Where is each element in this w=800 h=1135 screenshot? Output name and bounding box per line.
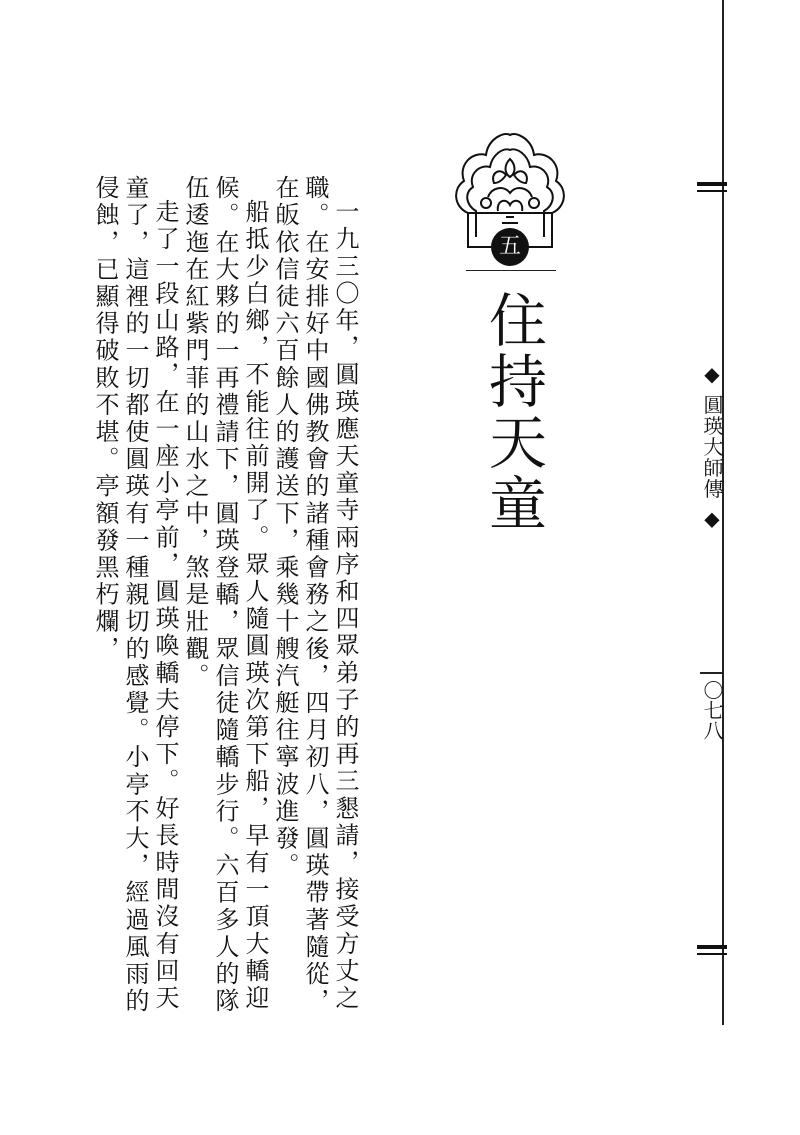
chapter-title: 住持天童 [479, 290, 547, 534]
page-number-rule [700, 672, 722, 674]
paragraph-1: 一九三〇年，圓瑛應天童寺兩序和四眾弟子的再三懇請，接受方丈之職。在安排好中國佛教會的諸種會務之後，四月初八，圓瑛帶著隨從，在皈依信徒六百餘人的護送下，乘幾十艘汽艇往寧波進發。 [271, 175, 359, 1016]
margin-bar-top-thin [697, 190, 727, 192]
chapter-number-badge: 五 [491, 228, 529, 266]
title-rule [466, 270, 556, 271]
margin-bar-top [697, 182, 727, 186]
paragraph-2: 船抵少白鄉，不能往前開了。眾人隨圓瑛次第下船，早有一頂大轎迎候。在大夥的一再禮請下，圓瑛登轎，眾信徒隨轎步行。六百多人的隊伍逶迤在紅紫門菲的山水之中，煞是壯觀。 [181, 175, 269, 1016]
body-text [60, 175, 360, 1035]
margin-bar-bottom-thin [697, 953, 727, 955]
page-number: 〇七八 [700, 680, 724, 740]
paragraph-3: 走了一段山路，在一座小亭前，圓瑛喚轎夫停下。好長時間沒有回天童了，這裡的一切都使圓瑛有一種親切的感覺。小亭不大，經過風雨的侵蝕，已顯得破敗不堪。亭額發黑朽爛， [91, 175, 179, 1016]
running-head: ◆ 圓瑛大師傳 ◆ [700, 362, 724, 532]
margin-bar-bottom [697, 945, 727, 949]
